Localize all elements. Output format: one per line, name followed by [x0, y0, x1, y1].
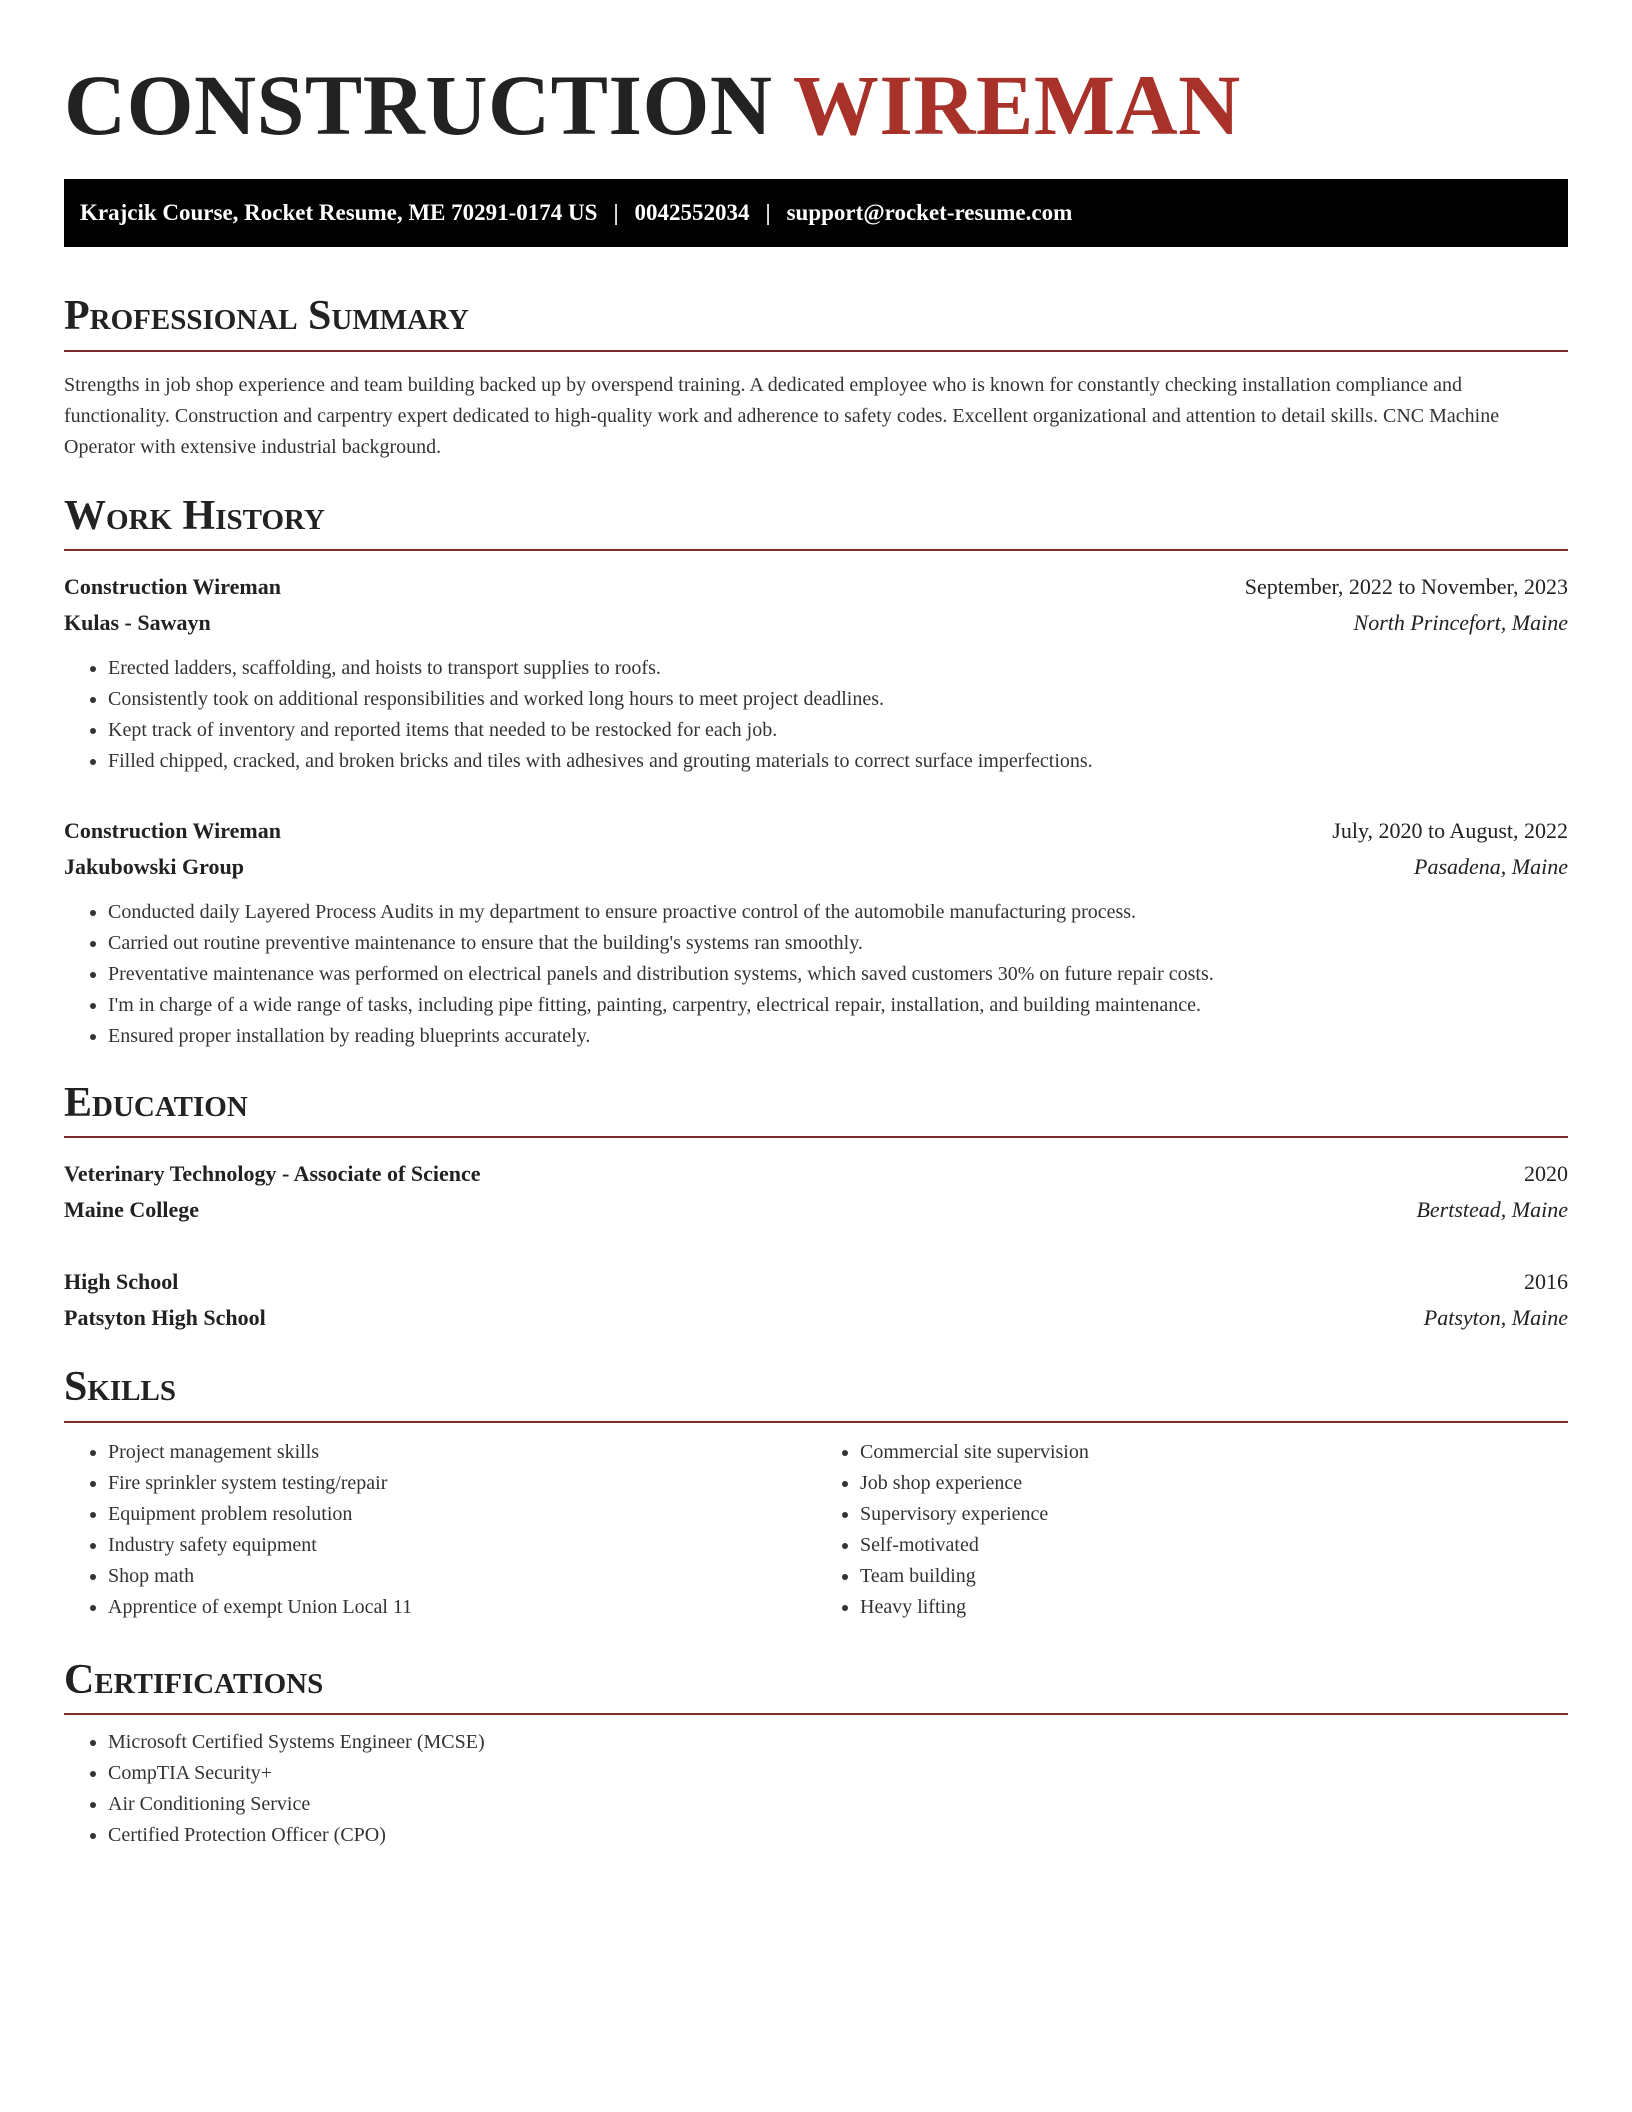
list-item: • Self-motivated [860, 1530, 1568, 1561]
job-company-row [64, 849, 1568, 885]
education-school: Patsyton High School [64, 1305, 266, 1331]
summary-section [64, 291, 1568, 462]
list-item: • Kept track of inventory and reported items that needed to be restocked for each job. [108, 715, 1568, 746]
contact-separator: | [765, 200, 771, 226]
education-school-row [64, 1192, 1568, 1228]
list-item: • Certified Protection Officer (CPO) [108, 1820, 1568, 1851]
job-role: Construction Wireman [64, 817, 281, 843]
certifications-list [64, 1727, 1568, 1851]
certifications-section [64, 1655, 1568, 1851]
job-bullets [64, 897, 1568, 1052]
list-item: • Ensured proper installation by reading blueprints accurately. [108, 1021, 1568, 1052]
education-degree: High School [64, 1269, 179, 1295]
education-degree: Veterinary Technology - Associate of Science [64, 1161, 481, 1187]
education-entry [64, 1264, 1568, 1336]
work-history-heading: Work History [64, 491, 1568, 551]
education-location: Bertstead, Maine [1416, 1197, 1568, 1223]
contact-separator: | [613, 200, 619, 226]
job-location: North Princefort, Maine [1353, 609, 1568, 635]
summary-text: Strengths in job shop experience and team building backed up by overspend training. A dedicated employee who is known for constantly checking installation compliance and functionality. Construction and carpentry expert dedicated to high-quality work and adherence to safety codes. Excellent organizational and attention to detail skills. CNC Machine Operator with extensive industrial background. [64, 373, 1500, 458]
job-company: Jakubowski Group [64, 853, 244, 879]
job-title-row [64, 813, 1568, 849]
job-title-row [64, 569, 1568, 605]
list-item: • Project management skills [108, 1437, 816, 1468]
job-company: Kulas - Sawayn [64, 609, 211, 635]
summary-heading: Professional Summary [64, 291, 1568, 351]
skills-list-left [64, 1437, 816, 1623]
skills-grid [64, 1437, 1568, 1623]
contact-email: support@rocket-resume.com [786, 200, 1073, 226]
list-item: • Air Conditioning Service [108, 1789, 1568, 1820]
list-item: • Supervisory experience [860, 1499, 1568, 1530]
list-item: • CompTIA Security+ [108, 1758, 1568, 1789]
list-item: • Equipment problem resolution [108, 1499, 816, 1530]
education-year: 2016 [1524, 1269, 1568, 1295]
skills-list-right [816, 1437, 1568, 1623]
list-item: • Filled chipped, cracked, and broken bricks and tiles with adhesives and grouting materials to correct surface imperfections. [108, 746, 1568, 777]
education-section [64, 1078, 1568, 1336]
list-item: • Conducted daily Layered Process Audits in my department to ensure proactive control of the automobile manufacturing process. [108, 897, 1568, 928]
list-item: • Fire sprinkler system testing/repair [108, 1468, 816, 1499]
education-degree-row [64, 1264, 1568, 1300]
education-school-row [64, 1300, 1568, 1336]
resume-name [64, 54, 1568, 157]
list-item: • Apprentice of exempt Union Local 11 [108, 1592, 816, 1623]
job-role: Construction Wireman [64, 573, 281, 599]
job-entry [64, 569, 1568, 777]
list-item: • Shop math [108, 1561, 816, 1592]
list-item: • Commercial site supervision [860, 1437, 1568, 1468]
job-dates: July, 2020 to August, 2022 [1332, 817, 1568, 843]
education-degree-row [64, 1156, 1568, 1192]
list-item: • Carried out routine preventive maintenance to ensure that the building's systems ran smoothly. [108, 928, 1568, 959]
list-item: • I'm in charge of a wide range of tasks, including pipe fitting, painting, carpentry, electrical repair, installation, and building maintenance. [108, 990, 1568, 1021]
education-year: 2020 [1524, 1161, 1568, 1187]
contact-bar [64, 179, 1568, 247]
work-history-section [64, 491, 1568, 1052]
job-entry [64, 813, 1568, 1052]
education-heading: Education [64, 1078, 1568, 1138]
list-item: • Microsoft Certified Systems Engineer (MCSE) [108, 1727, 1568, 1758]
list-item: • Industry safety equipment [108, 1530, 816, 1561]
education-location: Patsyton, Maine [1423, 1305, 1568, 1331]
name-first: CONSTRUCTION [64, 57, 773, 153]
certifications-heading: Certifications [64, 1655, 1568, 1715]
list-item: • Preventative maintenance was performed on electrical panels and distribution systems, which saved customers 30% on future repair costs. [108, 959, 1568, 990]
contact-address: Krajcik Course, Rocket Resume, ME 70291-0174 US [80, 200, 598, 226]
list-item: • Job shop experience [860, 1468, 1568, 1499]
list-item: • Consistently took on additional responsibilities and worked long hours to meet project deadlines. [108, 684, 1568, 715]
education-school: Maine College [64, 1197, 200, 1223]
list-item: • Heavy lifting [860, 1592, 1568, 1623]
contact-phone: 0042552034 [634, 200, 750, 226]
education-entry [64, 1156, 1568, 1228]
list-item: • Erected ladders, scaffolding, and hoists to transport supplies to roofs. [108, 653, 1568, 684]
job-dates: September, 2022 to November, 2023 [1244, 573, 1568, 599]
list-item: • Team building [860, 1561, 1568, 1592]
job-company-row [64, 605, 1568, 641]
skills-heading: Skills [64, 1362, 1568, 1422]
name-second: WIREMAN [792, 57, 1241, 153]
skills-section [64, 1362, 1568, 1622]
job-bullets [64, 653, 1568, 777]
job-location: Pasadena, Maine [1414, 853, 1568, 879]
